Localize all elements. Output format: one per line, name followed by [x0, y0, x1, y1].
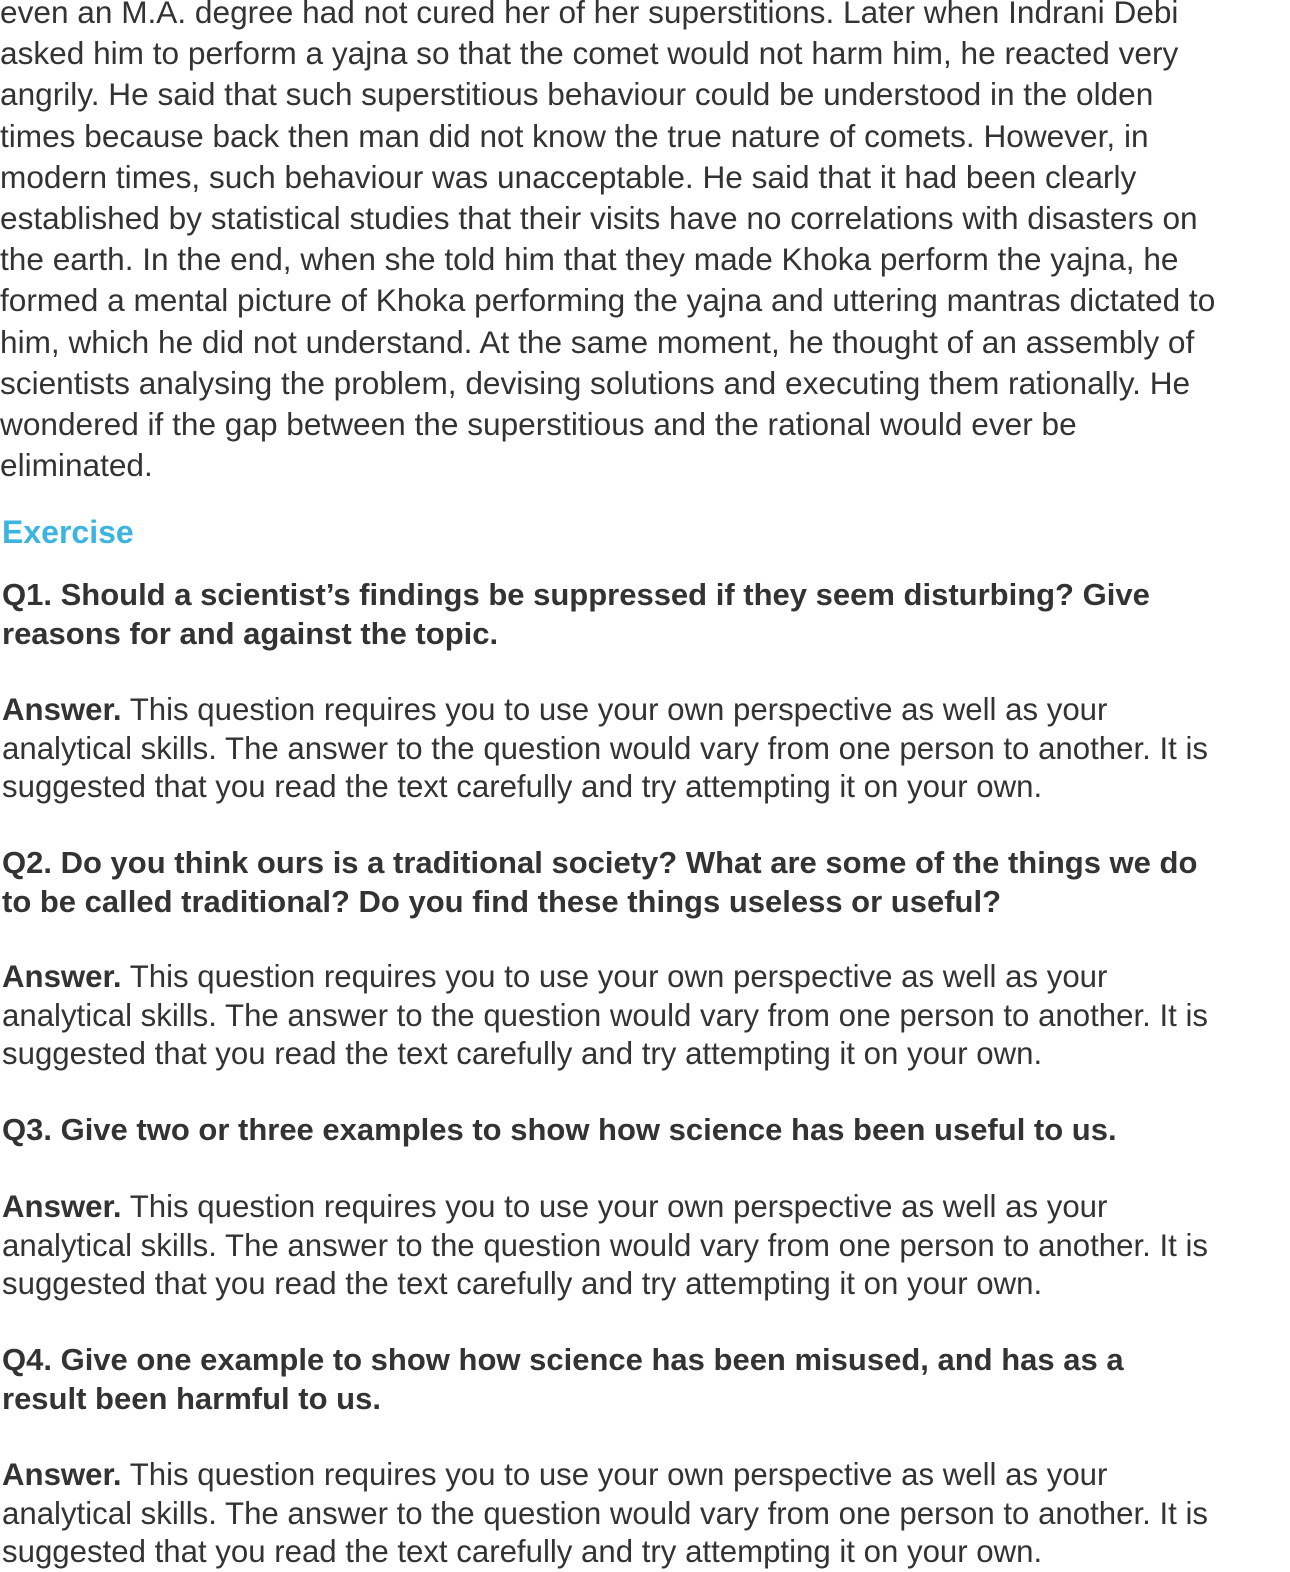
intro-line: wondered if the gap between the superstitious and the rational would ever be: [0, 406, 1077, 443]
question-2: [2, 844, 1197, 921]
question-line: to be called traditional? Do you find these things useless or useful?: [2, 883, 1002, 919]
answer-line: analytical skills. The answer to the question would vary from one person to another. It is: [2, 997, 1208, 1033]
answer-2: [2, 958, 1208, 1074]
question-line: reasons for and against the topic.: [2, 615, 499, 651]
intro-line: times because back then man did not know the true nature of comets. However, in: [0, 117, 1149, 154]
question-line: Q2. Do you think ours is a traditional society? What are some of the things we do: [2, 845, 1198, 880]
answer-line: This question requires you to use your own perspective as well as your: [121, 692, 1108, 727]
answer-line: suggested that you read the text carefully and try attempting it on your own.: [2, 1266, 1043, 1301]
question-line: Q4. Give one example to show how science has been misused, and has as a: [2, 1342, 1124, 1377]
question-line: result been harmful to us.: [2, 1380, 381, 1416]
intro-line: him, which he did not understand. At the same moment, he thought of an assembly of: [0, 323, 1195, 360]
intro-line: angrily. He said that such superstitious behaviour could be understood in the olden: [0, 76, 1154, 113]
intro-line: scientists analysing the problem, devising solutions and executing them rationally. He: [0, 364, 1191, 401]
answer-label: Answer.: [2, 1189, 122, 1224]
intro-line: the earth. In the end, when she told him that they made Khoka perform the yajna, he: [0, 241, 1179, 278]
intro-line: asked him to perform a yajna so that the comet would not harm him, he reacted very: [0, 35, 1179, 72]
answer-1: [2, 691, 1208, 807]
intro-line: even an M.A. degree had not cured her of her superstitions. Later when Indrani Debi: [0, 0, 1179, 30]
question-4: [2, 1341, 1124, 1418]
question-line: Q3. Give two or three examples to show how science has been useful to us.: [2, 1112, 1117, 1147]
answer-line: suggested that you read the text carefully and try attempting it on your own.: [2, 1534, 1043, 1569]
intro-line: eliminated.: [0, 447, 153, 484]
intro-line: formed a mental picture of Khoka performing the yajna and uttering mantras dictated to: [0, 282, 1216, 319]
answer-line: This question requires you to use your own perspective as well as your: [121, 959, 1108, 994]
answer-line: analytical skills. The answer to the question would vary from one person to another. It is: [2, 1227, 1208, 1263]
answer-label: Answer.: [2, 692, 122, 727]
answer-4: [2, 1456, 1208, 1572]
answer-line: This question requires you to use your own perspective as well as your: [121, 1457, 1108, 1492]
answer-label: Answer.: [2, 959, 122, 994]
answer-line: suggested that you read the text carefully and try attempting it on your own.: [2, 1036, 1043, 1071]
answer-label: Answer.: [2, 1457, 122, 1492]
exercise-heading: Exercise: [2, 514, 134, 550]
intro-paragraph: [0, 0, 1215, 486]
question-1: [2, 576, 1150, 653]
intro-line: established by statistical studies that their visits have no correlations with disasters on: [0, 200, 1198, 237]
intro-line: modern times, such behaviour was unacceptable. He said that it had been clearly: [0, 158, 1137, 195]
answer-line: analytical skills. The answer to the question would vary from one person to another. It is: [2, 730, 1208, 766]
answer-line: suggested that you read the text carefully and try attempting it on your own.: [2, 769, 1043, 804]
answer-line: This question requires you to use your own perspective as well as your: [121, 1189, 1108, 1224]
question-3: [2, 1111, 1117, 1150]
question-line: Q1. Should a scientist’s findings be suppressed if they seem disturbing? Give: [2, 577, 1150, 612]
answer-3: [2, 1188, 1208, 1304]
answer-line: analytical skills. The answer to the question would vary from one person to another. It is: [2, 1495, 1208, 1531]
